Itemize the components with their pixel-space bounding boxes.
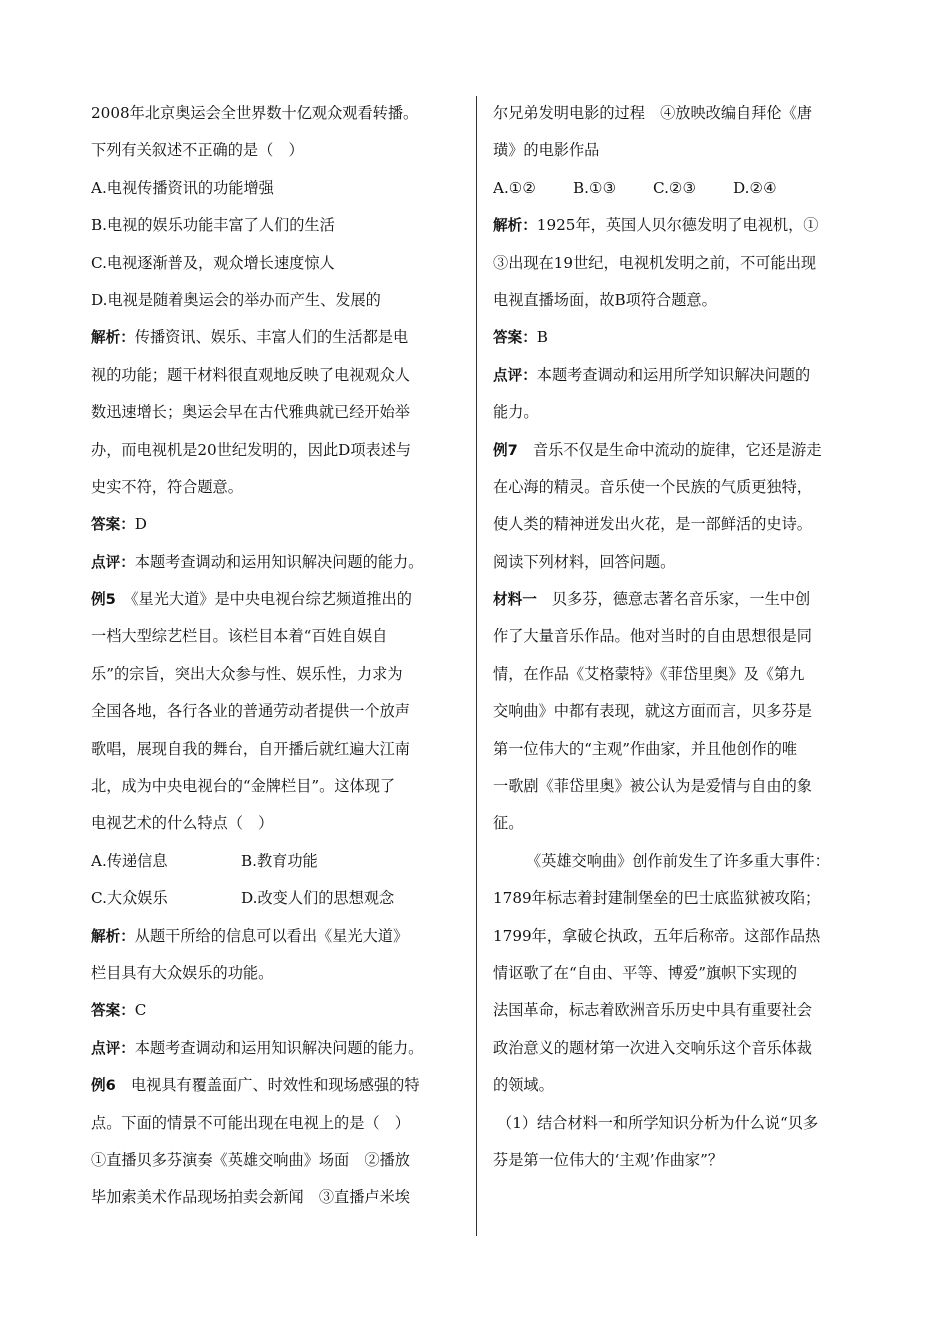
analysis-label: 解析： (91, 927, 135, 945)
q6-option-d: D.②④ (733, 178, 777, 197)
material-one-line: 一歌剧《菲岱里奥》被公认为是爱情与自由的象 (493, 777, 812, 796)
q4-analysis-line: 数迅速增长；奥运会早在古代雅典就已经开始举 (91, 403, 410, 422)
right-column (493, 95, 865, 1179)
q6-stem: 例6 电视具有覆盖面广、时效性和现场感强的特 (91, 1076, 420, 1095)
q4-analysis-line: 办，而电视机是20世纪发明的，因此D项表述与 (91, 440, 412, 459)
q6-option-b: B.①③ (573, 178, 617, 197)
q6-comment-line: 能力。 (493, 403, 539, 422)
q6-analysis: 解析：1925年，英国人贝尔德发明了电视机，① (493, 216, 819, 235)
q5-analysis: 解析：从题干所给的信息可以看出《星光大道》 (91, 926, 409, 945)
q7-subquestion-1: （1）结合材料一和所学知识分析为什么说“贝多 (497, 1113, 819, 1132)
material-one-line: 情，在作品《艾格蒙特》《菲岱里奥》及《第九 (493, 664, 805, 683)
material-paragraph-2-line: 1799年，拿破仑执政，五年后称帝。这部作品热 (493, 926, 821, 945)
comment-label: 点评： (91, 1039, 135, 1057)
q5-stem-line: 歌唱，展现自我的舞台，自开播后就红遍大江南 (91, 739, 410, 758)
q6-stem-line: 点。下面的情景不可能出现在电视上的是（ ） (91, 1113, 410, 1132)
material-paragraph-2-line: 1789年标志着封建制堡垒的巴士底监狱被攻陷； (493, 889, 821, 908)
material-one-line: 第一位伟大的“主观”作曲家，并且他创作的唯 (493, 739, 798, 758)
q4-analysis-line: 史实不符，符合题意。 (91, 477, 243, 496)
q6-analysis-line: ③出现在19世纪，电视机发明之前，不可能出现 (493, 253, 817, 272)
q5-stem-line: 电视艺术的什么特点（ ） (91, 814, 274, 833)
material-paragraph-2-line: 政治意义的题材第一次进入交响乐这个音乐体裁 (493, 1038, 812, 1057)
material-paragraph-2-line: 情讴歌了在“自由、平等、博爱”旗帜下实现的 (493, 963, 798, 982)
q4-analysis: 解析：传播资讯、娱乐、丰富人们的生活都是电 (91, 328, 409, 347)
q4-analysis-line: 视的功能；题干材料很直观地反映了电视观众人 (91, 365, 410, 384)
q4-answer: 答案：D (91, 515, 147, 534)
analysis-label: 解析： (493, 217, 537, 235)
q4-option-c: C.电视逐渐普及，观众增长速度惊人 (91, 253, 335, 272)
material-one-line: 征。 (493, 814, 524, 833)
q5-option-a: A.传递信息 (91, 851, 168, 870)
example-label: 例7 (493, 441, 518, 459)
comment-label: 点评： (91, 553, 135, 571)
comment-label: 点评： (493, 366, 537, 384)
q5-stem: 例5 《星光大道》是中央电视台综艺频道推出的 (91, 590, 412, 609)
q6-stem-line: ①直播贝多芬演奏《英雄交响曲》场面 ②播放 (91, 1150, 410, 1169)
material-one-line: 作了大量音乐作品。他对当时的自由思想很是同 (493, 627, 812, 646)
q6-answer: 答案：B (493, 328, 548, 347)
q4-stem-line: 下列有关叙述不正确的是（ ） (91, 141, 304, 160)
q7-stem-line: 使人类的精神迸发出火花，是一部鲜活的史诗。 (493, 515, 812, 534)
answer-label: 答案： (493, 329, 537, 347)
q6-analysis-line: 电视直播场面，故B项符合题意。 (493, 290, 717, 309)
q6-comment: 点评：本题考查调动和运用所学知识解决问题的 (493, 365, 811, 384)
q5-options-row (91, 880, 463, 917)
q6-stem-line: 尔兄弟发明电影的过程 ④放映改编自拜伦《唐 (493, 104, 812, 122)
q4-comment: 点评：本题考查调动和运用知识解决问题的能力。 (91, 552, 424, 571)
q5-option-c: C.大众娱乐 (91, 889, 168, 908)
q7-subquestion-1-line: 芬是第一位伟大的‘主观’作曲家”？ (493, 1150, 724, 1169)
q4-option-d: D.电视是随着奥运会的举办而产生、发展的 (91, 290, 381, 309)
material-paragraph-2-line: 的领域。 (493, 1076, 554, 1095)
q5-comment: 点评：本题考查调动和运用知识解决问题的能力。 (91, 1038, 424, 1057)
answer-label: 答案： (91, 1002, 135, 1020)
q5-stem-line: 全国各地，各行各业的普通劳动者提供一个放声 (91, 702, 410, 721)
q5-answer: 答案：C (91, 1001, 147, 1020)
material-one-line: 交响曲》中都有表现，就这方面而言，贝多芬是 (493, 702, 812, 721)
q6-options-row (493, 170, 865, 207)
q5-options-row (91, 843, 463, 880)
example-label: 例6 (91, 1077, 116, 1095)
q5-analysis-line: 栏目具有大众娱乐的功能。 (91, 963, 274, 982)
q7-stem: 例7 音乐不仅是生命中流动的旋律，它还是游走 (493, 440, 822, 459)
q6-option-c: C.②③ (653, 178, 697, 197)
material-paragraph-2-line: 法国革命，标志着欧洲音乐历史中具有重要社会 (493, 1001, 812, 1020)
q7-stem-line: 阅读下列材料，回答问题。 (493, 552, 676, 571)
q5-stem-line: 一档大型综艺栏目。该栏目本着“百姓自娱自 (91, 627, 388, 646)
example-label: 例5 (91, 591, 116, 609)
q5-option-d: D.改变人们的思想观念 (241, 889, 395, 908)
left-column (91, 95, 463, 1217)
material-one: 材料一 贝多芬，德意志著名音乐家，一生中创 (493, 590, 811, 609)
q5-stem-line: 乐”的宗旨，突出大众参与性、娱乐性，力求为 (91, 664, 403, 683)
analysis-label: 解析： (91, 329, 135, 347)
q6-option-a: A.①② (493, 178, 537, 197)
q5-option-b: B.教育功能 (241, 851, 318, 870)
q4-option-b: B.电视的娱乐功能丰富了人们的生活 (91, 216, 335, 235)
q6-stem-line: 璜》的电影作品 (493, 141, 600, 160)
material-paragraph-2: 《英雄交响曲》创作前发生了许多重大事件： (526, 851, 830, 870)
answer-label: 答案： (91, 516, 135, 534)
q7-stem-line: 在心海的精灵。音乐使一个民族的气质更独特， (493, 477, 812, 496)
q6-stem-line: 毕加索美术作品现场拍卖会新闻 ③直播卢米埃 (91, 1188, 410, 1207)
column-divider (476, 96, 477, 1236)
q4-option-a: A.电视传播资讯的功能增强 (91, 178, 274, 197)
q4-stem-line: 2008年北京奥运会全世界数十亿观众观看转播。 (91, 104, 419, 122)
q5-stem-line: 北，成为中央电视台的“金牌栏目”。这体现了 (91, 777, 396, 796)
material-label: 材料一 (493, 591, 537, 609)
